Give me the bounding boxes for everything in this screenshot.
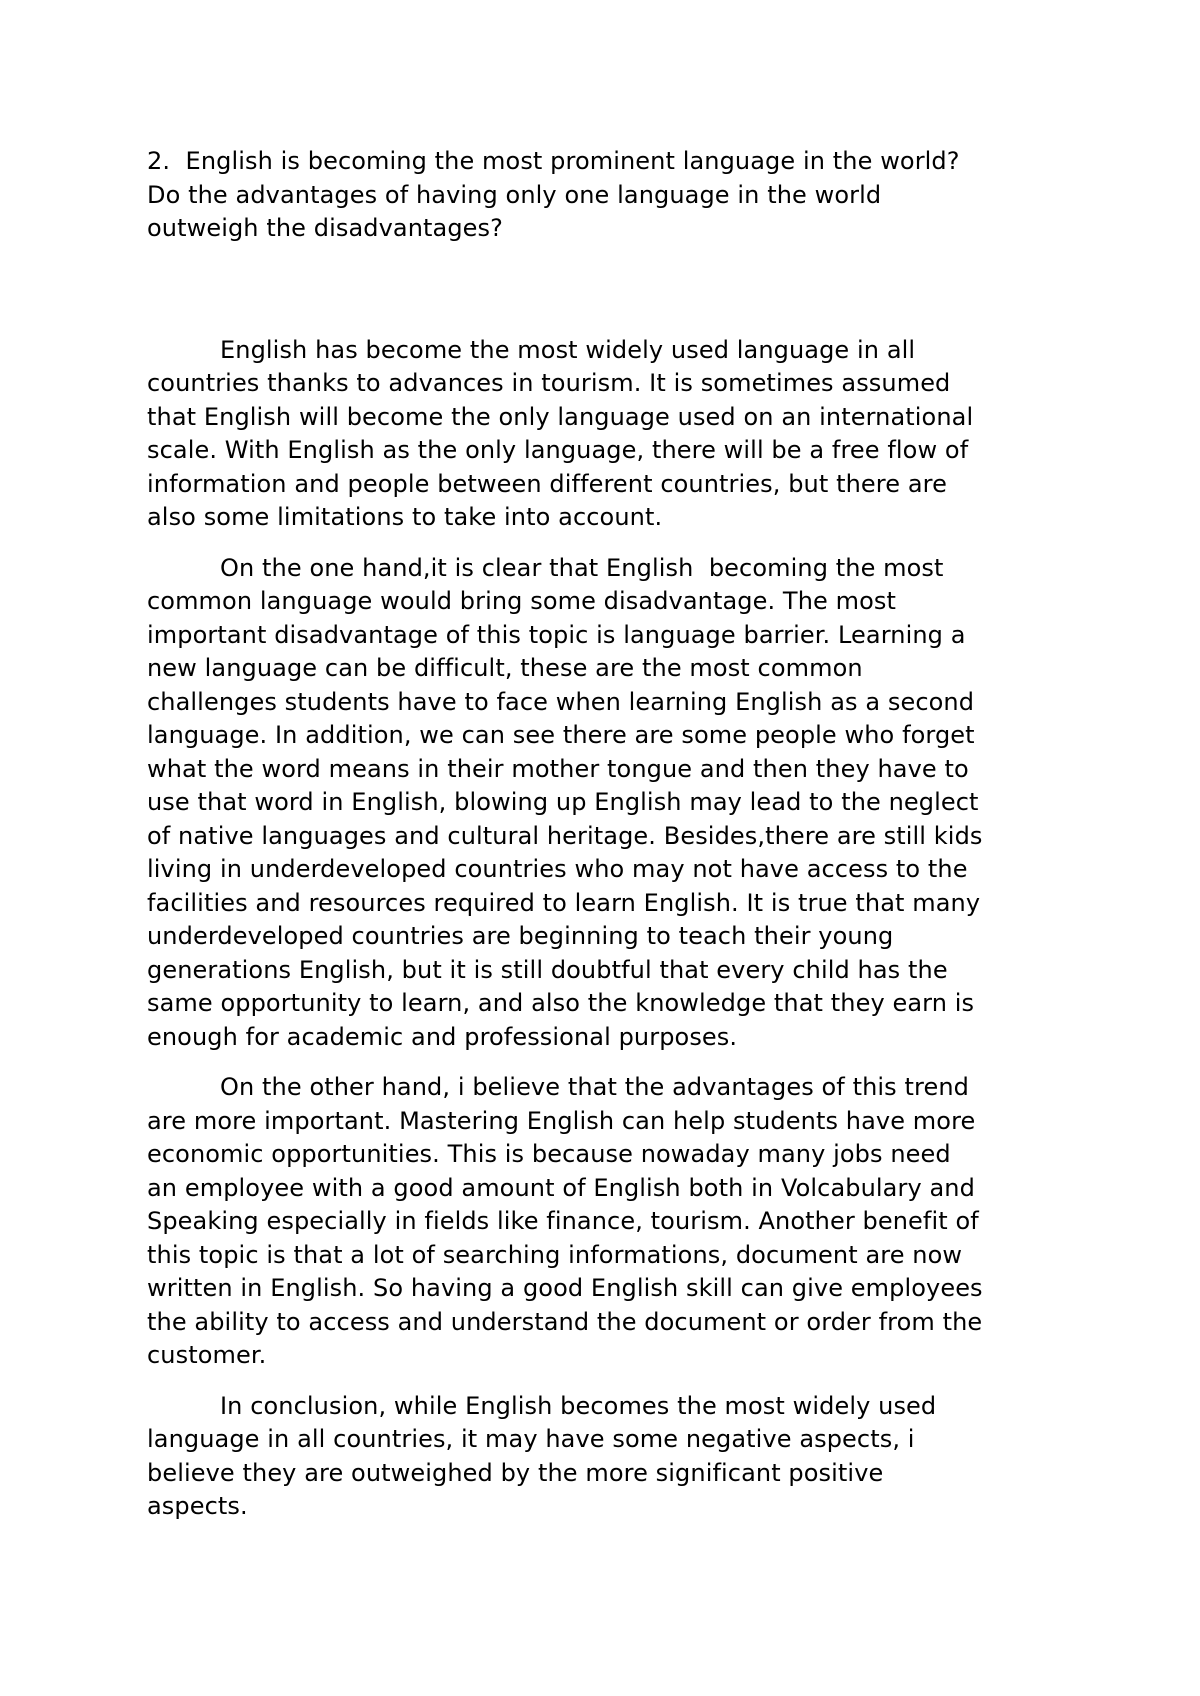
essay-paragraph-1: [147, 334, 1067, 535]
document-body: [147, 145, 1067, 1541]
paragraph-line: generations English, but it is still doubtful that every child has the: [147, 955, 948, 984]
paragraph-line: written in English. So having a good English skill can give employees: [147, 1274, 983, 1302]
question-line: Do the advantages of having only one language in the world: [147, 180, 882, 209]
paragraph-line: scale. With English as the only language, there will be a free flow of: [147, 436, 969, 464]
paragraph-line: common language would bring some disadvantage. The most: [147, 587, 896, 615]
paragraph-line: customer.: [147, 1341, 267, 1369]
paragraph-line: aspects.: [147, 1492, 248, 1520]
paragraph-line: information and people between different countries, but there are: [147, 469, 947, 498]
paragraph-line: countries thanks to advances in tourism. It is sometimes assumed: [147, 369, 951, 397]
paragraph-line: an employee with a good amount of English both in Volcabulary and: [147, 1173, 975, 1202]
paragraph-line: facilities and resources required to learn English. It is true that many: [147, 888, 981, 917]
paragraph-line: what the word means in their mother tongue and then they have to: [147, 754, 969, 783]
paragraph-line: also some limitations to take into account.: [147, 503, 663, 531]
question-line: 2. English is becoming the most prominent language in the world?: [147, 147, 960, 175]
essay-paragraphs: [147, 334, 1067, 1524]
paragraph-line: language. In addition, we can see there are some people who forget: [147, 721, 975, 749]
paragraph-line: the ability to access and understand the document or order from the: [147, 1307, 983, 1336]
essay-paragraph-3: [147, 1071, 1067, 1373]
paragraph-line: underdeveloped countries are beginning to teach their young: [147, 922, 894, 950]
paragraph-line: challenges students have to face when learning English as a second: [147, 687, 975, 716]
paragraph-line: that English will become the only language used on an international: [147, 402, 974, 431]
paragraph-line: of native languages and cultural heritage. Besides,there are still kids: [147, 821, 983, 850]
paragraph-line: English has become the most widely used language in all: [220, 335, 916, 364]
paragraph-line: are more important. Mastering English can help students have more: [147, 1106, 976, 1135]
paragraph-line: this topic is that a lot of searching informations, document are now: [147, 1240, 963, 1269]
paragraph-line: use that word in English, blowing up English may lead to the neglect: [147, 788, 979, 816]
essay-question: [147, 145, 1067, 246]
paragraph-line: economic opportunities. This is because nowaday many jobs need: [147, 1140, 951, 1168]
paragraph-line: same opportunity to learn, and also the knowledge that they earn is: [147, 989, 975, 1017]
paragraph-line: believe they are outweighed by the more significant positive: [147, 1458, 884, 1487]
paragraph-line: enough for academic and professional purposes.: [147, 1022, 738, 1051]
paragraph-line: On the other hand, i believe that the advantages of this trend: [220, 1073, 969, 1101]
essay-paragraph-4: [147, 1390, 1067, 1524]
paragraph-line: On the one hand,it is clear that English becoming the most: [220, 553, 944, 582]
paragraph-line: In conclusion, while English becomes the most widely used: [220, 1391, 937, 1420]
essay-paragraph-2: [147, 552, 1067, 1055]
paragraph-line: language in all countries, it may have some negative aspects, i: [147, 1425, 915, 1453]
paragraph-line: living in underdeveloped countries who may not have access to the: [147, 855, 968, 883]
question-line: outweigh the disadvantages?: [147, 214, 503, 242]
paragraph-line: Speaking especially in fields like finance, tourism. Another benefit of: [147, 1207, 979, 1235]
paragraph-line: new language can be difficult, these are the most common: [147, 654, 863, 682]
paragraph-line: important disadvantage of this topic is language barrier. Learning a: [147, 620, 966, 649]
